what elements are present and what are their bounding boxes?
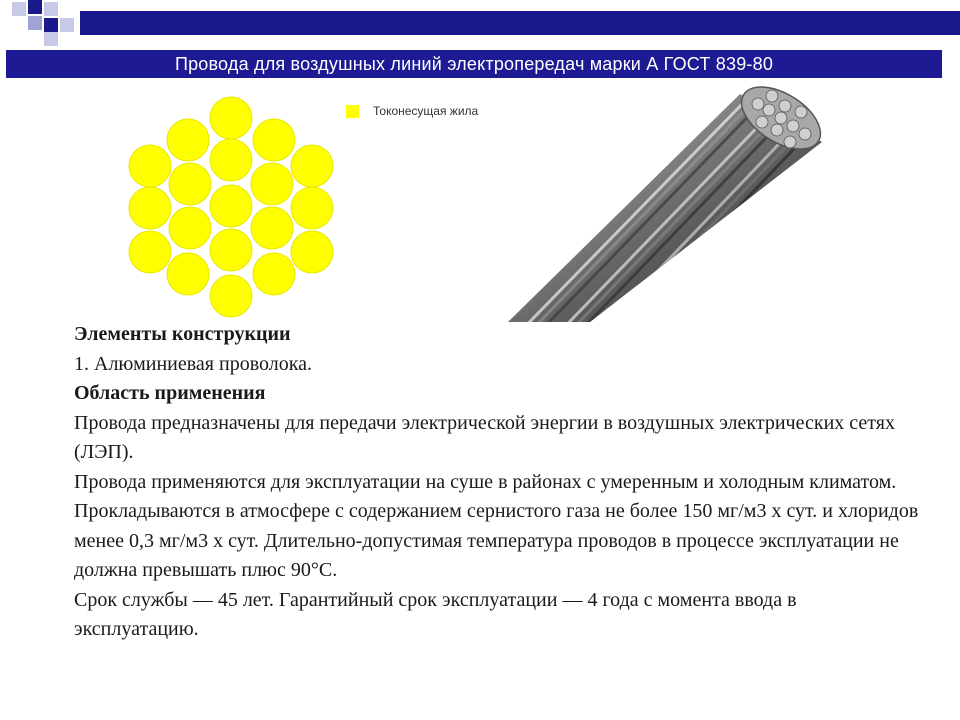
strand-circle	[291, 145, 333, 187]
strand-circle	[169, 163, 211, 205]
yellow-square-icon	[346, 105, 359, 118]
cable-end-strand	[799, 128, 811, 140]
construction-item: 1. Алюминиевая проволока.	[74, 352, 313, 375]
top-accent-bar	[80, 11, 960, 35]
strand-circle	[253, 253, 295, 295]
legend	[346, 104, 478, 118]
cable-end-strand	[784, 136, 796, 148]
strand-circle	[253, 119, 295, 161]
strand-circle	[167, 119, 209, 161]
application-heading: Область применения	[74, 382, 266, 404]
deco-square	[44, 18, 58, 32]
strand-circle	[129, 145, 171, 187]
strand-circle	[291, 187, 333, 229]
strand-circle	[251, 163, 293, 205]
deco-square	[28, 16, 42, 30]
application-paragraph-2: Провода применяются для эксплуатации на суше в районах с умеренным и холодным климатом. Прокладываются в атмосфере с содержанием сернистого газа не более 150 мг/м3 х сут. и хлоридов менее 0,3 мг/м3 х сут. Длительно-допустимая температура проводов в процессе эксплуатации не должна превышать плюс 90°С.	[74, 470, 919, 581]
construction-heading: Элементы конструкции	[74, 323, 291, 345]
cable-end-strand	[766, 90, 778, 102]
cable-end-strand	[756, 116, 768, 128]
strand-circle	[251, 207, 293, 249]
deco-square	[44, 2, 58, 16]
legend-label: Токонесущая жила	[373, 104, 479, 118]
deco-square	[60, 18, 74, 32]
strand-cross-section-diagram	[120, 92, 340, 322]
strand-circle	[169, 207, 211, 249]
strand-circle	[291, 231, 333, 273]
strand-circle	[210, 139, 252, 181]
application-paragraph-1: Провода предназначены для передачи электрической энергии в воздушных электрических сетях (ЛЭП).	[74, 411, 895, 463]
strand-circle	[210, 185, 252, 227]
content-text	[74, 320, 924, 645]
cable-end-strand	[775, 112, 787, 124]
corner-decoration	[0, 0, 80, 48]
cable-end-strand	[763, 104, 775, 116]
cable-end-strand	[779, 100, 791, 112]
strand-circle	[129, 187, 171, 229]
deco-square	[12, 2, 26, 16]
strand-circle	[210, 229, 252, 271]
title-bar	[6, 50, 942, 78]
strand-circle	[129, 231, 171, 273]
strand-circle	[167, 253, 209, 295]
strand-circle	[210, 275, 252, 317]
cable-end-strand	[795, 106, 807, 118]
wire-photo	[500, 82, 850, 322]
slide-title: Провода для воздушных линий электропередач марки А ГОСТ 839-80	[174, 53, 774, 74]
deco-square	[44, 32, 58, 46]
strand-circle	[210, 97, 252, 139]
deco-square	[28, 0, 42, 14]
cable-end-strand	[787, 120, 799, 132]
cable-end-strand	[771, 124, 783, 136]
service-life-paragraph: Срок службы — 45 лет. Гарантийный срок эксплуатации — 4 года с момента ввода в эксплуатацию.	[74, 588, 797, 640]
cable-end-strand	[752, 98, 764, 110]
